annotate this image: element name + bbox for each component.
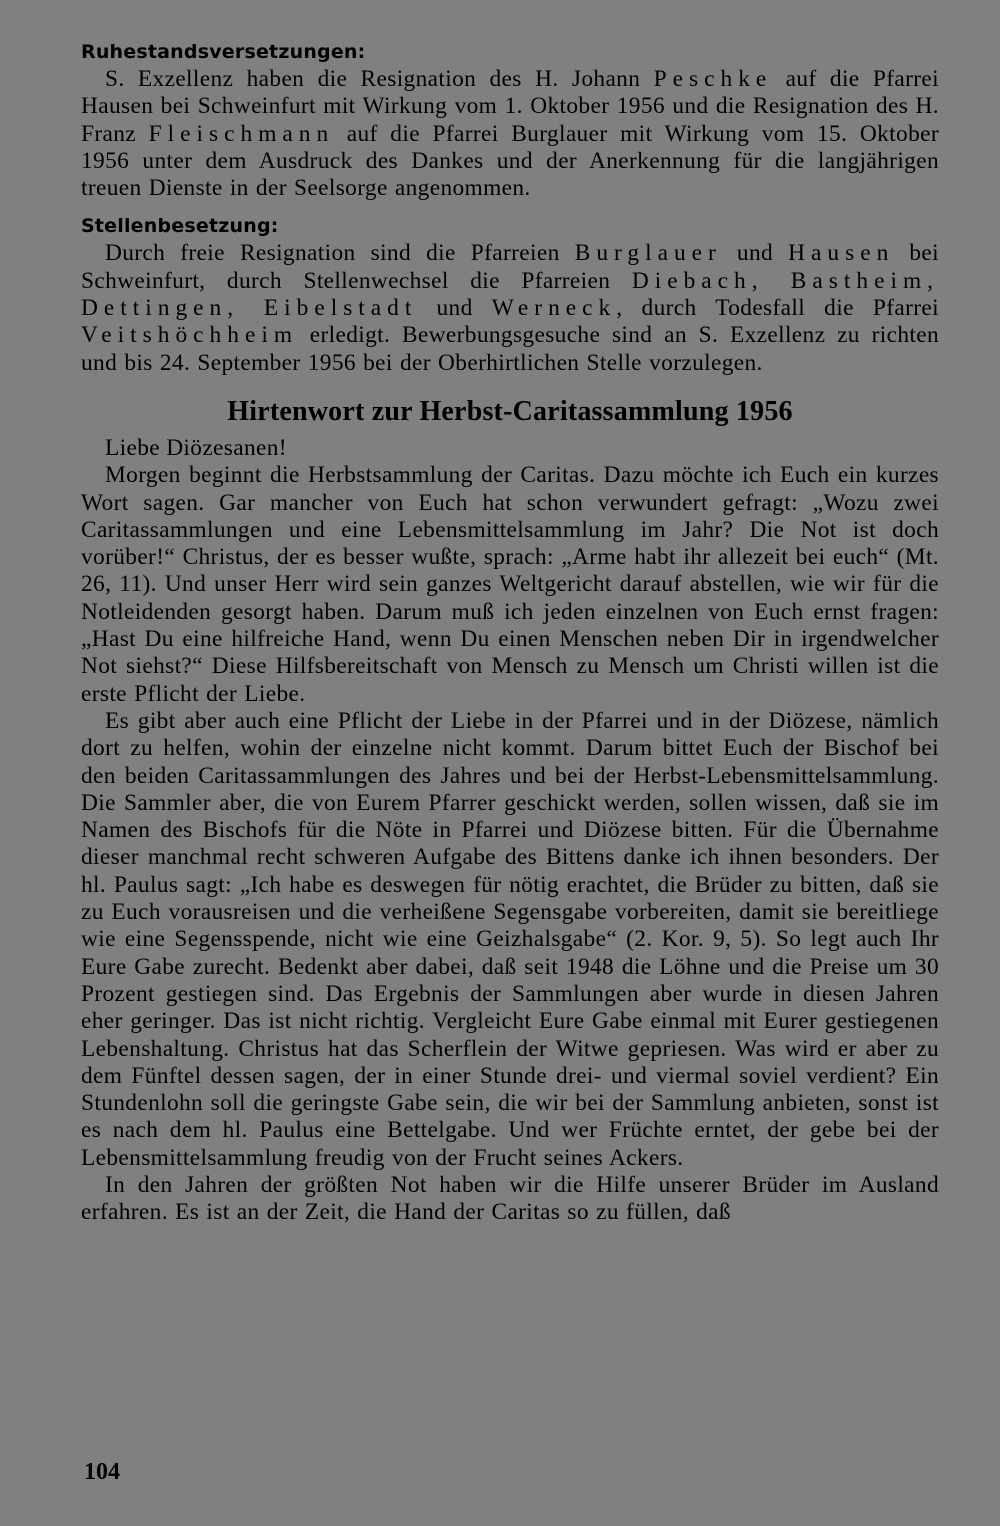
pastoral-letter-paragraph-3: In den Jahren der größten Not haben wir die Hilfe unserer Brüder im Ausland erfahren. Es ist an der Zeit, die Hand der Caritas so zu füllen, daß <box>81 1171 939 1226</box>
retirement-text-a: S. Exzellenz haben die Resignation des H. Johann <box>105 66 654 92</box>
retiree-name-2: Fleischmann <box>148 120 335 147</box>
pastoral-letter-paragraph-1: Morgen beginnt die Herbstsammlung der Caritas. Dazu möchte ich Euch ein kurzes Wort sagen. Gar mancher von Euch hat schon verwundert gefragt: „Wozu zwei Caritassammlungen und eine Lebensmittelsammlung im Jahr? Die Not ist doch vorüber!“ Christus, der es besser wußte, sprach: „Arme habt ihr allezeit bei euch“ (Mt. 26, 11). Und unser Herr wird sein ganzes Weltgericht darauf abstellen, wie wir für die Notleidenden gesorgt haben. Darum muß ich jeden einzelnen von Euch ernst fragen: „Hast Du eine hilfreiche Hand, wenn Du einen Menschen neben Dir in irgendwelcher Not siehst?“ Diese Hilfsbereitschaft von Mensch zu Mensch um Christi willen ist die erste Pflicht der Liebe. <box>81 462 939 707</box>
appointments-text-e: , durch Todesfall die Pfarrei <box>616 295 939 322</box>
parish-name-3: Diebach, Bastheim, Dettingen, Eibelstadt <box>81 267 940 322</box>
retirement-paragraph <box>81 66 939 202</box>
pastoral-letter-paragraph-2: Es gibt aber auch eine Pflicht der Liebe in der Pfarrei und in der Diözese, nämlich dort zu helfen, wohin der einzelne nicht kommt. Darum bittet Euch der Bischof bei den beiden Caritassammlungen des Jahres und bei der Herbst-Lebensmittelsammlung. Die Sammler aber, die von Eurem Pfarrer geschickt werden, sollen wissen, daß sie im Namen des Bischofs für die Nöte in Pfarrei und Diözese bitten. Für die Übernahme dieser manchmal recht schweren Aufgabe des Bittens danke ich ihnen besonders. Der hl. Paulus sagt: „Ich habe es deswegen für nötig erachtet, die Brüder zu bitten, daß sie zu Euch vorausreisen und die verheißene Segensgabe vorbereiten, damit sie bereitliege wie eine Segensspende, nicht wie eine Geizhalsgabe“ (2. Kor. 9, 5). So legt auch Ihr Eure Gabe zurecht. Bedenkt aber dabei, daß seit 1948 die Löhne und die Preise um 30 Prozent gestiegen sind. Das Ergebnis der Sammlungen aber wurde in diesen Jahren eher geringer. Das ist nicht richtig. Vergleicht Eure Gabe einmal mit Eurer gestiegenen Lebenshaltung. Christus hat das Scherflein der Witwe gepriesen. Was wird er aber zu dem Fünftel dessen sagen, der in einer Stunde drei- und viermal soviel verdient? Ein Stundenlohn soll die geringste Gabe sein, die wir bei der Sammlung anbieten, sonst ist es nach dem hl. Paulus eine Bettelgabe. Und wer Früchte erntet, der gebe bei der Lebensmittelsammlung freudig von der Frucht seines Ackers. <box>81 707 939 1171</box>
appointments-text-d: und <box>417 295 492 322</box>
parish-name-4: Werneck <box>491 295 617 322</box>
appointments-text-b: und <box>721 240 789 267</box>
parish-name-2: Hausen <box>788 240 895 267</box>
appointments-text-c: bei Schweinfurt, durch Stellenwechsel die Pfarreien <box>81 240 939 294</box>
retirement-text-c: auf die Pfarrei Burglauer mit Wirkung vom 15. Oktober 1956 unter dem Ausdruck des Dankes und der Anerkennung für die langjährigen treuen Dienste in der Seelsorge angenommen. <box>81 120 939 202</box>
appointments-paragraph <box>81 240 939 376</box>
document-page <box>81 38 939 1227</box>
pastoral-letter-heading: Hirtenwort zur Herbst-Caritassammlung 1956 <box>227 395 793 427</box>
retirement-section-title: Ruhestandsversetzungen: <box>81 41 366 63</box>
page-number: 104 <box>84 1459 120 1485</box>
parish-name-5: Veitshöchheim <box>81 322 299 349</box>
appointments-text-a: Durch freie Resignation sind die Pfarreien <box>105 240 575 267</box>
retirement-text-b: auf die Pfarrei Hausen bei Schweinfurt mit Wirkung vom 1. Oktober 1956 und die Resignation des H. Franz <box>81 66 939 147</box>
appointments-text-f: erledigt. Bewerbungsgesuche sind an S. Exzellenz zu richten und bis 24. September 1956 bei der Oberhirtlichen Stelle vorzulegen. <box>81 322 939 376</box>
pastoral-letter-salutation: Liebe Diözesanen! <box>105 434 287 461</box>
appointments-section-title: Stellenbesetzung: <box>81 215 279 238</box>
retiree-name-1: Peschke <box>653 66 773 92</box>
parish-name-1: Burglauer <box>574 240 722 267</box>
